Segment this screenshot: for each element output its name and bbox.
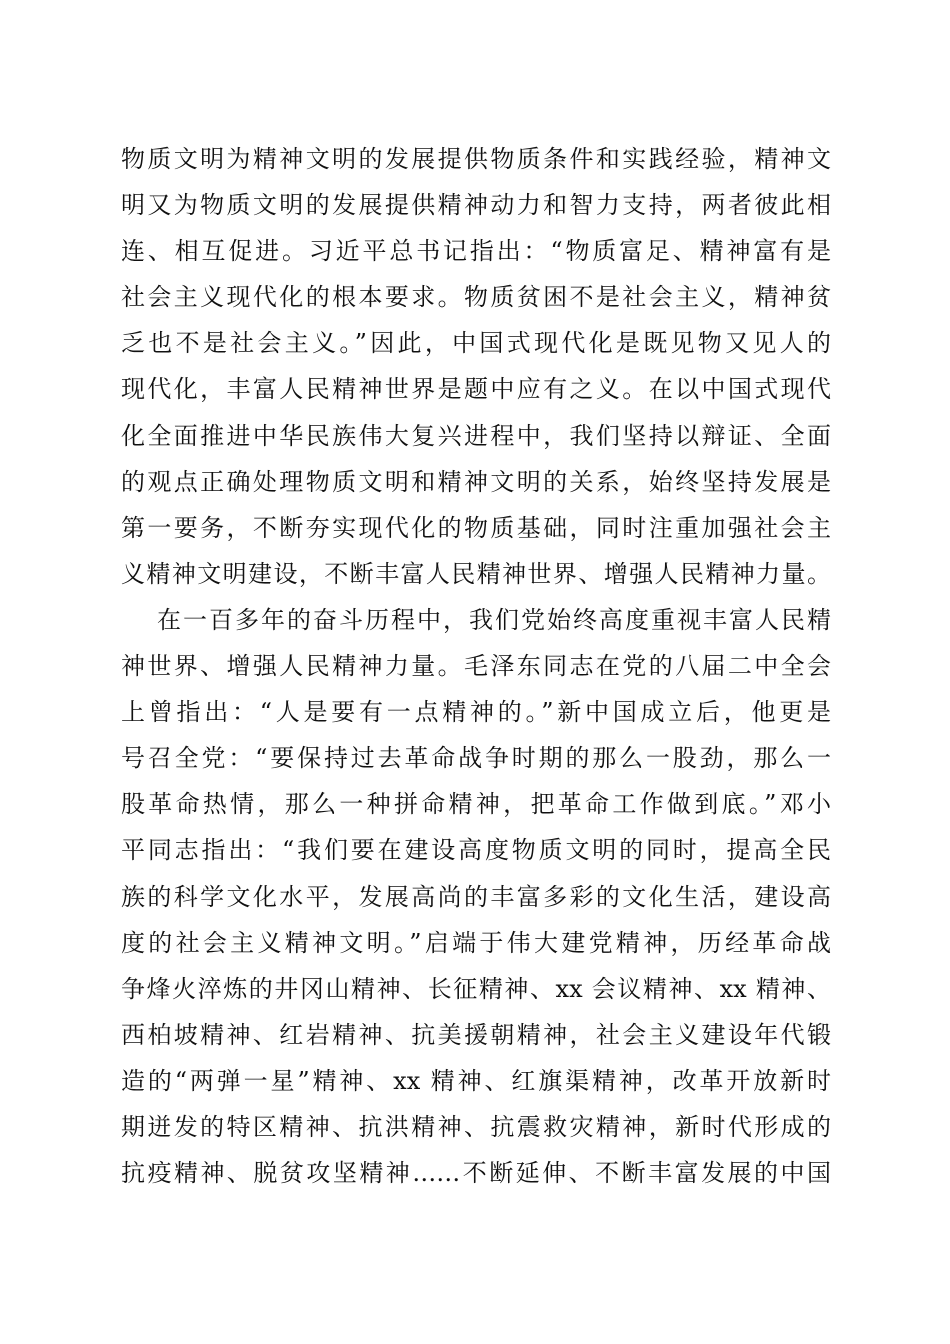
text-line: 在一百多年的奋斗历程中，我们党始终高度重视丰富人民精: [157, 605, 831, 634]
text-line: 现代化，丰富人民精神世界是题中应有之义。在以中国式现代: [121, 375, 831, 404]
text-line: 连、相互促进。习近平总书记指出：“物质富足、精神富有是: [121, 237, 831, 266]
text-line: 股革命热情，那么一种拼命精神，把革命工作做到底。”邓小: [121, 790, 831, 819]
text-line: 造的“两弹一星”精神、xx 精神、红旗渠精神，改革开放新时: [121, 1066, 831, 1095]
text-line: 乏也不是社会主义。”因此，中国式现代化是既见物又见人的: [121, 329, 831, 358]
text-line: 抗疫精神、脱贫攻坚精神……不断延伸、不断丰富发展的中国: [121, 1159, 831, 1188]
text-line: 平同志指出：“我们要在建设高度物质文明的同时，提高全民: [121, 836, 831, 865]
text-line: 争烽火淬炼的井冈山精神、长征精神、xx 会议精神、xx 精神、: [121, 974, 831, 1003]
text-line: 义精神文明建设，不断丰富人民精神世界、增强人民精神力量。: [121, 559, 831, 588]
text-line: 物质文明为精神文明的发展提供物质条件和实践经验，精神文: [121, 145, 831, 173]
paragraph-1: [121, 136, 831, 597]
text-line: 社会主义现代化的根本要求。物质贫困不是社会主义，精神贫: [121, 283, 831, 312]
text-line: 化全面推进中华民族伟大复兴进程中，我们坚持以辩证、全面: [121, 421, 831, 450]
text-line: 的观点正确处理物质文明和精神文明的关系，始终坚持发展是: [121, 467, 831, 496]
text-line: 度的社会主义精神文明。”启端于伟大建党精神，历经革命战: [121, 928, 831, 957]
text-line: 西柏坡精神、红岩精神、抗美援朝精神，社会主义建设年代锻: [121, 1020, 831, 1049]
text-line: 族的科学文化水平，发展高尚的丰富多彩的文化生活，建设高: [121, 882, 831, 911]
text-line: 第一要务，不断夯实现代化的物质基础，同时注重加强社会主: [121, 513, 831, 542]
text-line: 号召全党：“要保持过去革命战争时期的那么一股劲，那么一: [121, 744, 831, 773]
text-line: 神世界、增强人民精神力量。毛泽东同志在党的八届二中全会: [121, 652, 831, 681]
text-line: 期迸发的特区精神、抗洪精神、抗震救灾精神，新时代形成的: [121, 1112, 831, 1141]
text-line: 上曾指出：“人是要有一点精神的。”新中国成立后，他更是: [121, 698, 831, 727]
paragraph-2: [121, 597, 831, 1196]
text-line: 明又为物质文明的发展提供精神动力和智力支持，两者彼此相: [121, 191, 831, 220]
body-text: [121, 136, 831, 1196]
